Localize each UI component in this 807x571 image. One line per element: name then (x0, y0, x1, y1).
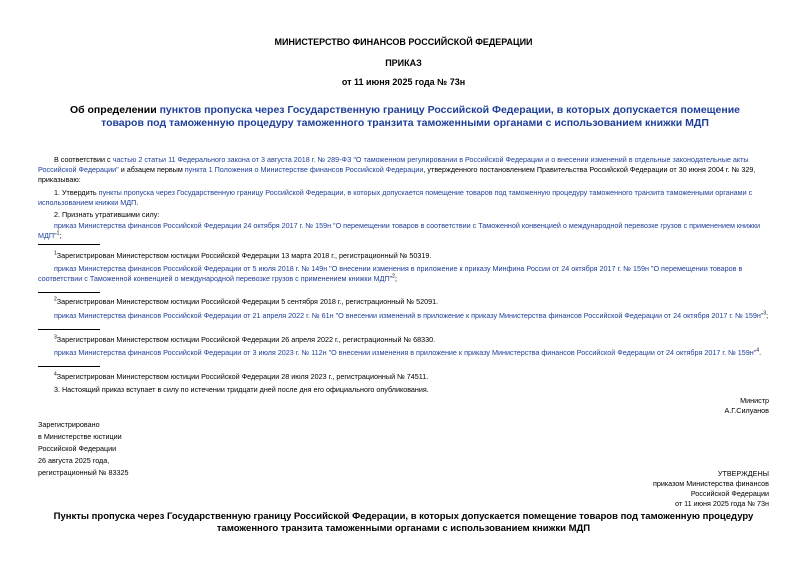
approval-date: от 11 июня 2025 года № 73н (675, 499, 769, 508)
item-2-paragraph: 2. Признать утратившими силу: (54, 210, 160, 219)
registration-line-5: регистрационный № 83325 (38, 468, 129, 477)
registration-line-2: в Министерстве юстиции (38, 432, 122, 441)
repealed-order-3-end: ; (766, 311, 769, 320)
footnote-3 (38, 335, 772, 345)
repealed-order-3 (38, 311, 772, 321)
repealed-order-1-end: ; (59, 231, 62, 240)
footnote-mark-4: 4 (54, 371, 57, 378)
approval-by: приказом Министерства финансов (652, 479, 769, 488)
footnote-mark-1: 1 (54, 250, 57, 257)
approval-label: УТВЕРЖДЕНЫ (717, 469, 769, 478)
ministry-heading: МИНИСТЕРСТВО ФИНАНСОВ РОССИЙСКОЙ ФЕДЕРАЦИИ (274, 37, 533, 47)
item-1-link[interactable]: пункты пропуска через Государственную границу Российской Федерации, в которых допускается помещение товаров под таможенную процедуру таможенного транзита таможенными органами с использованием книжки МДП (38, 188, 753, 207)
signature-position: Министр (740, 396, 769, 405)
footnote-mark-2: 2 (54, 296, 57, 303)
footnote-ref-3[interactable]: 3 (763, 310, 767, 317)
footnote-ref-2[interactable]: 2 (392, 273, 395, 280)
preamble-order-word: приказываю: (38, 175, 81, 184)
repealed-order-2 (38, 264, 772, 284)
document-title-prefix: Об определении (69, 104, 160, 116)
footnote-3-text: Зарегистрирован Министерством юстиции Российской Федерации 26 апреля 2022 г., регистрационный № 68330. (56, 335, 436, 344)
item-1-end: . (136, 198, 139, 207)
preamble-text-3: , утвержденного постановлением Правительства Российской Федерации от 30 июня 2004 г. № 329, (423, 165, 756, 174)
footnote-1 (38, 251, 772, 261)
footnote-2 (38, 297, 772, 307)
repealed-order-3-link[interactable]: приказ Министерства финансов Российской Федерации от 21 апреля 2022 г. № 61н "О внесении изменений в приложение к приказу Министерства финансов Российской Федерации от 24 октября 2017 г. № 159н" (54, 311, 764, 320)
repealed-order-4-link[interactable]: приказ Министерства финансов Российской Федерации от 3 июля 2023 г. № 112н "О внесении изменения в приложение к приказу Министерства финансов Российской Федерации от 24 октября 2017 г. № 159н" (54, 348, 757, 357)
footnote-1-text: Зарегистрирован Министерством юстиции Российской Федерации 13 марта 2018 г., регистрационный № 50319. (56, 251, 432, 260)
footnote-4 (38, 372, 772, 382)
footnote-ref-1[interactable]: 1 (56, 230, 60, 237)
approval-country: Российской Федерации (690, 489, 769, 498)
appendix-title: Пункты пропуска через Государственную границу Российской Федерации, в которых допускается помещение товаров под таможенную процедуру таможенного транзита таможенными органами с использованием книжки МДП (53, 511, 754, 534)
registration-line-3: Российской Федерации (38, 444, 117, 453)
doc-type-heading: ПРИКАЗ (385, 58, 422, 68)
registration-line-4: 26 августа 2025 года, (38, 456, 110, 465)
repealed-order-4-end: . (759, 348, 762, 357)
registration-line-1: Зарегистрировано (38, 420, 100, 429)
signature-block (725, 396, 770, 416)
footnote-2-text: Зарегистрирован Министерством юстиции Российской Федерации 5 сентября 2018 г., регистрационный № 52091. (56, 297, 439, 306)
footnote-divider-1 (38, 244, 100, 245)
repealed-order-4 (38, 348, 772, 358)
preamble-text-1: В соответствии с (54, 155, 113, 164)
document-title (55, 104, 755, 130)
footnote-divider-4 (38, 366, 100, 367)
preamble-regulation-link[interactable]: пункта 1 Положения о Министерстве финансов Российской Федерации (184, 165, 424, 174)
item-1-text: 1. Утвердить (54, 188, 99, 197)
footnote-divider-2 (38, 292, 100, 293)
preamble-law-link[interactable]: частью 2 статьи 11 Федерального закона от 3 августа 2018 г. № 289-ФЗ "О таможенном регулировании в Российской Федерации и о внесении изменений в отдельные законодательные акты Российской Федерации" (38, 155, 749, 174)
document-title-link[interactable]: пунктов пропуска через Государственную границу Российской Федерации, в которых допускается помещение товаров под таможенную процедуру таможенного транзита таможенными органами с использованием книжки МДП (101, 104, 741, 129)
footnote-4-text: Зарегистрирован Министерством юстиции Российской Федерации 28 июля 2023 г., регистрационный № 74511. (56, 372, 429, 381)
preamble-paragraph (38, 155, 772, 185)
signature-name: А.Г.Силуанов (724, 406, 769, 415)
approval-block (653, 469, 769, 509)
item-3-paragraph: 3. Настоящий приказ вступает в силу по истечении тридцати дней после дня его официального опубликования. (54, 385, 429, 394)
footnote-divider-3 (38, 329, 100, 330)
repealed-order-2-end: ; (394, 274, 397, 283)
preamble-text-2: и абзацем первым (118, 165, 185, 174)
repealed-order-2-link[interactable]: приказ Министерства финансов Российской Федерации от 5 июля 2018 г. № 149н "О внесении изменения в приложение к приказу Минфина России от 24 октября 2017 г. № 159н "О перемещении товаров в соответствии с Таможенной конвенцией о международной перевозке грузов с применением книжки МДП" (38, 264, 743, 283)
doc-date-number: от 11 июня 2025 года № 73н (341, 77, 466, 87)
repealed-order-1 (38, 221, 772, 241)
footnote-ref-4[interactable]: 4 (756, 347, 760, 354)
item-1-paragraph (38, 188, 772, 208)
registration-block (38, 419, 128, 479)
footnote-mark-3: 3 (54, 334, 57, 341)
repealed-order-1-link[interactable]: приказ Министерства финансов Российской Федерации 24 октября 2017 г. № 159н "О перемещении товаров в соответствии с Таможенной конвенцией о международной перевозке грузов с применением книжки МДП" (38, 221, 760, 240)
